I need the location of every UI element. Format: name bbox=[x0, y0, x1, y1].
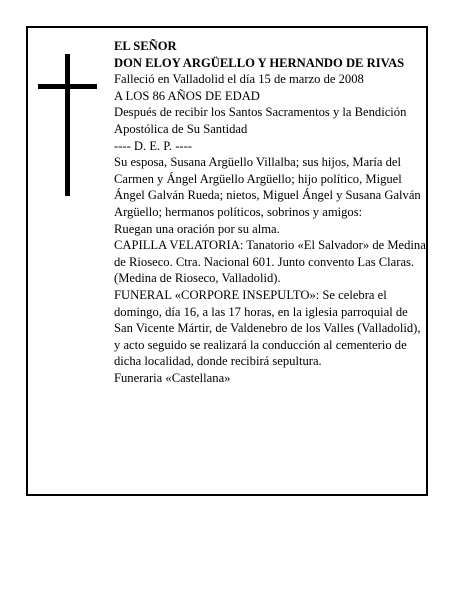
cross-icon-bar bbox=[38, 84, 97, 89]
obituary-title: EL SEÑOR bbox=[114, 39, 177, 53]
sacraments-statement: Después de recibir los Santos Sacramentos y la Bendición Apostólica de Su Santidad bbox=[114, 105, 407, 136]
funeral-info: FUNERAL «CORPORE INSEPULTO»: Se celebra el domingo, día 16, a las 17 horas, en la iglesia parroquial de San Vicente Mártir, de Valdenebro de los Valles (Valladolid), y acto seguido se realizará la conducción al cementerio de dicha localidad, donde recibirá sepultura. bbox=[114, 287, 421, 369]
rip-line: ---- D. E. P. ---- bbox=[114, 138, 192, 153]
funeral-home: Funeraria «Castellana» bbox=[114, 370, 231, 385]
obituary-text bbox=[114, 38, 426, 386]
cross-icon bbox=[65, 54, 70, 196]
death-statement: Falleció en Valladolid el día 15 de marzo de 2008 bbox=[114, 72, 364, 87]
deceased-name: DON ELOY ARGÜELLO Y HERNANDO DE RIVAS bbox=[114, 55, 405, 70]
age-statement: A LOS 86 AÑOS DE EDAD bbox=[114, 88, 260, 103]
prayer-request: Ruegan una oración por su alma. bbox=[114, 221, 280, 236]
family-paragraph: Su esposa, Susana Argüello Villalba; sus hijos, María del Carmen y Ángel Argüello Argüello; hijo político, Miguel Ángel Galván Rueda; nietos, Miguel Ángel y Susana Galván Argüello; hermanos políticos, sobrinos y amigos: bbox=[114, 155, 421, 219]
chapel-info: CAPILLA VELATORIA: Tanatorio «El Salvador» de Medina de Rioseco. Ctra. Nacional 601. Junto convento Las Claras. (Medina de Rioseco, Valladolid). bbox=[114, 238, 426, 286]
